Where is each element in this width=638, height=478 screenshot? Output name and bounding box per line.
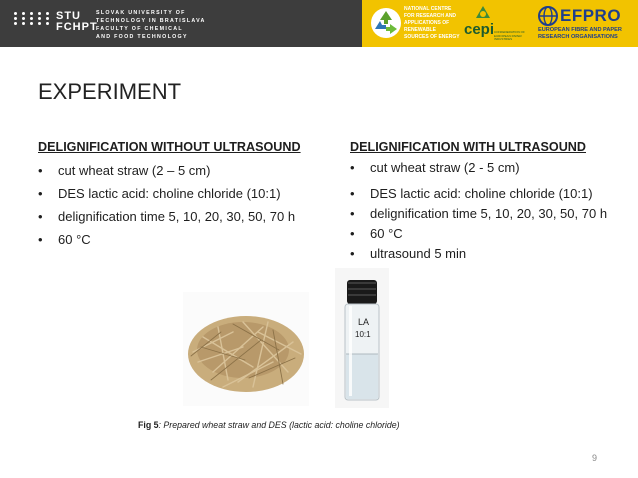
vial-label-line1: LA — [358, 317, 370, 327]
cepi-wordmark: cepi — [464, 21, 495, 38]
slide-title: EXPERIMENT — [38, 79, 182, 104]
vial-label-line2: 10:1 — [355, 330, 371, 339]
university-logo-band — [0, 0, 362, 47]
national-centre-logo — [370, 4, 458, 43]
column-heading: DELIGNIFICATION WITHOUT ULTRASOUND — [38, 140, 301, 154]
stu-logo-text — [56, 11, 98, 33]
university-line: TECHNOLOGY IN BRATISLAVA — [96, 18, 206, 24]
bullet-list — [350, 159, 607, 263]
wheat-straw-photo — [183, 292, 309, 406]
des-vial-photo — [335, 268, 389, 408]
cepi-tree-icon — [474, 5, 492, 21]
bullet-item: • 60 °C — [38, 228, 301, 251]
partner-logos-band — [362, 0, 638, 47]
bullet-item: • delignification time 5, 10, 20, 30, 50, 70 h — [350, 205, 607, 223]
university-name — [96, 9, 206, 41]
bullet-item: • DES lactic acid: choline chloride (10:1) — [38, 182, 301, 205]
stu-dots-icon — [14, 12, 51, 25]
university-line: SLOVAK UNIVERSITY OF — [96, 10, 186, 16]
cepi-subtitle: CONFEDERATION OF EUROPEAN PAPER INDUSTRIES — [494, 30, 525, 41]
stu-word-top: STU — [56, 10, 81, 22]
efpro-wordmark: EFPRO — [560, 6, 622, 25]
figure-caption — [138, 420, 400, 430]
wheat-straw-image — [183, 292, 309, 406]
national-centre-text: NATIONAL CENTRE FOR RESEARCH AND APPLICATIONS OF RENEWABLE SOURCES OF ENERGY — [404, 6, 460, 40]
bullet-item: • cut wheat straw (2 - 5 cm) — [350, 159, 607, 177]
bullet-item: • cut wheat straw (2 – 5 cm) — [38, 159, 301, 182]
column-heading: DELIGNIFICATION WITH ULTRASOUND — [350, 140, 586, 154]
recycle-icon — [370, 7, 402, 39]
university-line: FACULTY OF CHEMICAL — [96, 26, 183, 32]
bullet-list — [38, 159, 301, 251]
bullet-item: • 60 °C — [350, 225, 607, 243]
bullet-item: • DES lactic acid: choline chloride (10:1) — [350, 185, 607, 203]
caption-text: : Prepared wheat straw and DES (lactic acid: choline chloride) — [158, 420, 400, 430]
efpro-globe-icon — [538, 6, 558, 26]
without-ultrasound-column — [38, 140, 301, 251]
stu-word-bottom: FCHPT — [56, 21, 98, 33]
des-vial-image — [335, 268, 389, 408]
page-number: 9 — [592, 453, 598, 463]
efpro-subtitle: EUROPEAN FIBRE AND PAPER RESEARCH ORGANISATIONS — [538, 27, 622, 40]
efpro-logo — [538, 4, 634, 44]
cepi-logo — [464, 5, 524, 43]
with-ultrasound-column — [350, 140, 607, 265]
caption-label: Fig 5 — [138, 420, 159, 430]
bullet-item: • delignification time 5, 10, 20, 30, 50, 70 h — [38, 205, 301, 228]
bullet-item: • ultrasound 5 min — [350, 245, 607, 263]
university-line: AND FOOD TECHNOLOGY — [96, 34, 188, 40]
slide-header — [0, 0, 638, 47]
